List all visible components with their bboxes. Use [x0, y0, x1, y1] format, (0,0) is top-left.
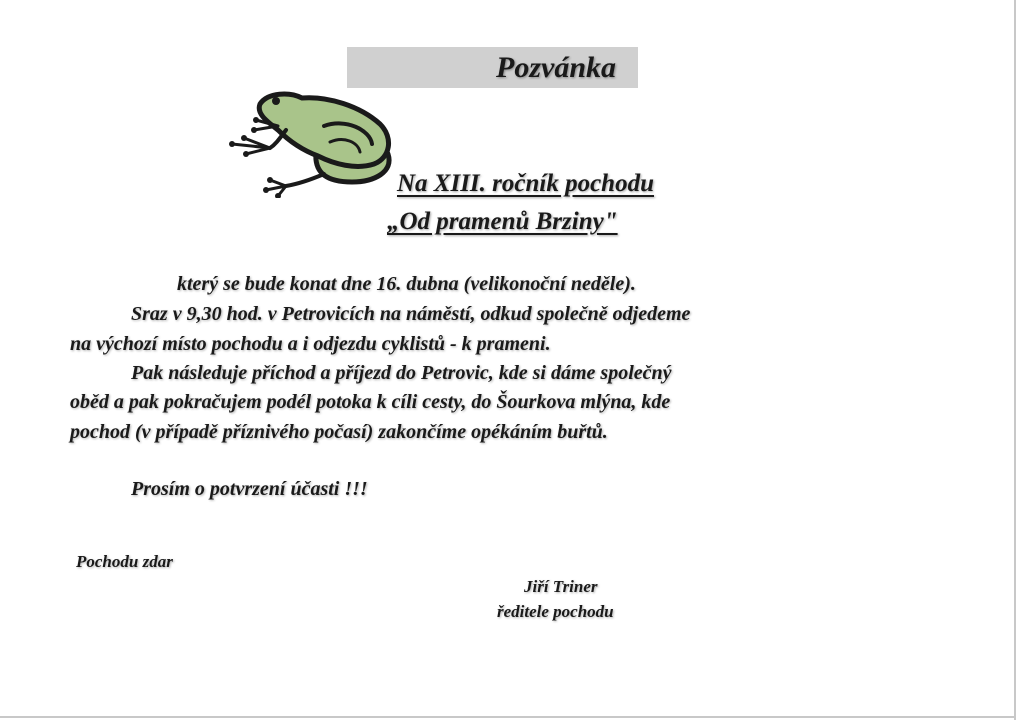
heading-line-1: Na XIII. ročník pochodu: [397, 170, 654, 197]
title-box: [347, 47, 638, 88]
signature-name: Jiří Triner: [524, 577, 598, 596]
body-line: pochod (v případě příznivého počasí) zakončíme opékáním buřtů.: [70, 421, 608, 443]
page-edge-bottom: [0, 716, 1016, 718]
body-line: který se bude konat dne 16. dubna (velikonoční neděle).: [177, 273, 636, 295]
heading-line-2: „Od pramenů Brzinyʺ: [387, 208, 618, 235]
body-line: Sraz v 9,30 hod. v Petrovicích na náměstí, odkud společně odjedeme: [131, 303, 691, 325]
body-line: Pak následuje příchod a příjezd do Petrovic, kde si dáme společný: [131, 362, 672, 384]
confirmation-request: Prosím o potvrzení účasti !!!: [131, 478, 368, 500]
page-edge-right: [1014, 0, 1016, 720]
frog-icon: [224, 86, 400, 198]
body-line: oběd a pak pokračujem podél potoka k cíli cesty, do Šourkova mlýna, kde: [70, 391, 671, 413]
body-line: na výchozí místo pochodu a i odjezdu cyklistů - k prameni.: [70, 333, 551, 355]
greeting: Pochodu zdar: [76, 552, 173, 571]
document-title: Pozvánka: [496, 50, 616, 84]
signature-role: ředitele pochodu: [497, 602, 614, 621]
